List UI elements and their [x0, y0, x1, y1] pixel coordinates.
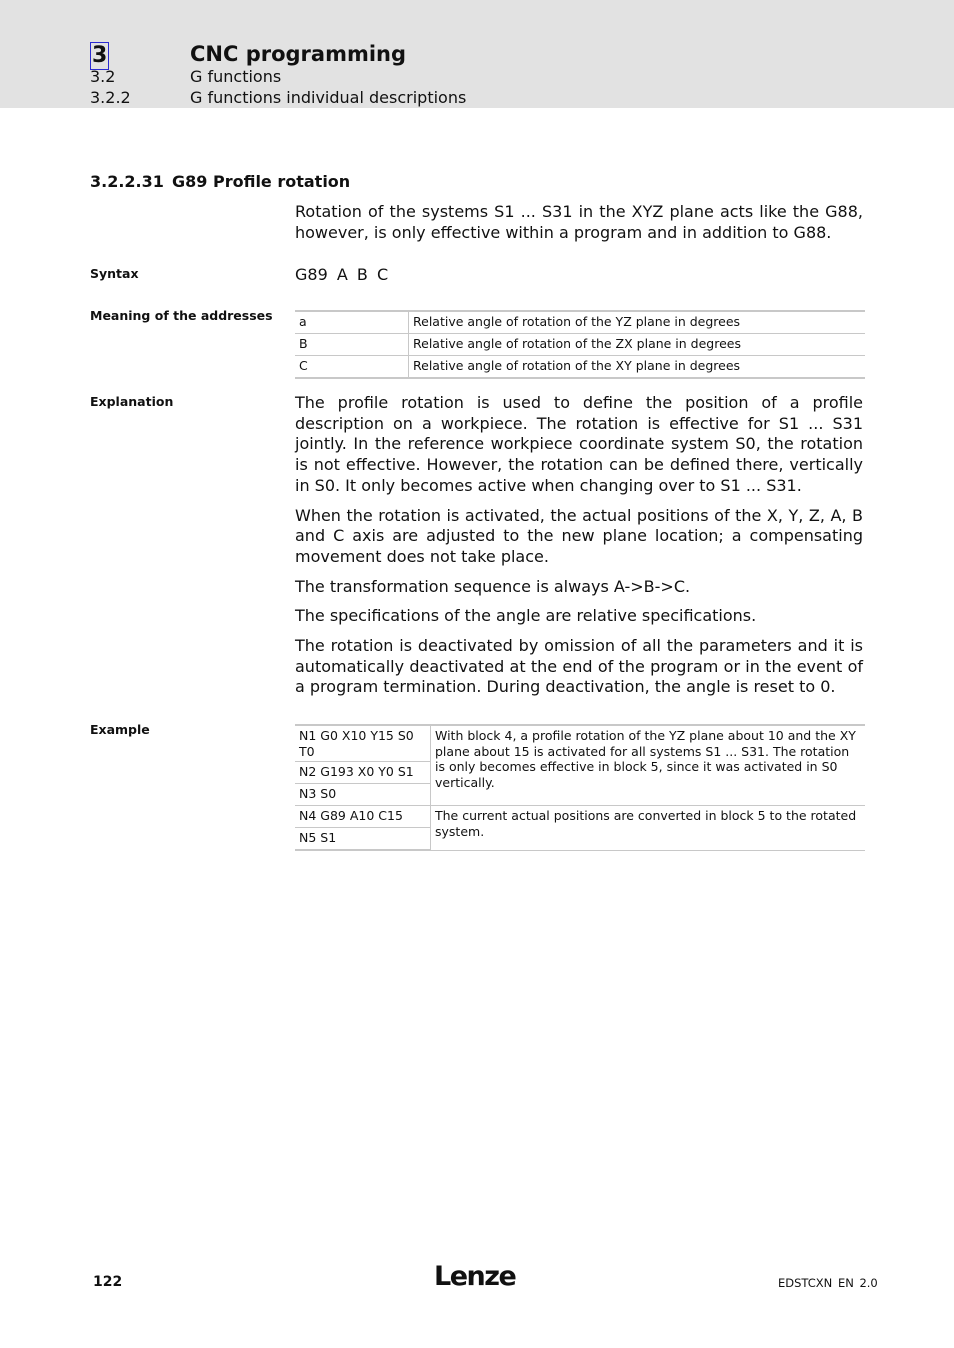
example-label: Example	[90, 722, 150, 737]
subchapter-number: 3.2	[90, 67, 116, 86]
explanation-paragraph: The profile rotation is used to define the position of a profile description on a workpiece. The rotation is effective for S1 ... S31 jointly. In the reference workpiece coordinate system S0, the rotation is not effective. However, the rotation can be defined there, vertically in S0. It only becomes active when changing over to S1 ... S31.	[295, 393, 863, 495]
address-description: Relative angle of rotation of the XY plane in degrees	[409, 356, 866, 379]
section-title: G89 Profile rotation	[172, 172, 351, 191]
subsection-number: 3.2.2	[90, 88, 131, 107]
example-block: N5 S1	[295, 828, 431, 851]
table-row	[295, 806, 865, 828]
intro-text	[295, 202, 863, 252]
example-block: N2 G193 X0 Y0 S1	[295, 762, 431, 784]
address-key: a	[295, 311, 409, 334]
meaning-label: Meaning of the addresses	[90, 308, 273, 323]
section-heading	[90, 172, 350, 192]
explanation-paragraph: When the rotation is activated, the actual positions of the X, Y, Z, A, B and C axis are adjusted to the new plane location; a compensating movement does not take place.	[295, 505, 863, 566]
table-row	[295, 725, 865, 762]
brand-logo: Lenze	[434, 1261, 516, 1292]
example-comment: With block 4, a profile rotation of the YZ plane about 10 and the XY plane about 15 is activated for all systems S1 ... S31. The rotation is only becomes effective in block 5, since it was activated in S0 vertically.	[431, 725, 866, 806]
address-description: Relative angle of rotation of the ZX plane in degrees	[409, 334, 866, 356]
table-row	[295, 311, 865, 334]
syntax-text: G89 A B C	[295, 265, 389, 284]
example-block: N4 G89 A10 C15	[295, 806, 431, 828]
address-key: C	[295, 356, 409, 379]
explanation-label: Explanation	[90, 394, 174, 409]
table-row	[295, 356, 865, 379]
address-key: B	[295, 334, 409, 356]
page-number: 122	[93, 1274, 123, 1290]
chapter-number-link[interactable]: 3	[92, 43, 108, 68]
table-row	[295, 334, 865, 356]
address-description: Relative angle of rotation of the YZ plane in degrees	[409, 311, 866, 334]
header-band	[0, 0, 954, 108]
chapter-title: CNC programming	[190, 42, 407, 66]
addresses-table	[295, 310, 865, 379]
example-block: N3 S0	[295, 784, 431, 806]
example-comment: The current actual positions are converted in block 5 to the rotated system.	[431, 806, 866, 851]
example-table	[295, 724, 865, 851]
explanation-paragraph: The specifications of the angle are relative specifications.	[295, 606, 757, 626]
section-number: 3.2.2.31	[90, 172, 164, 191]
subchapter-title: G functions	[190, 67, 282, 86]
explanation-paragraph: The transformation sequence is always A->B->C.	[295, 576, 691, 596]
intro-paragraph: Rotation of the systems S1 ... S31 in the XYZ plane acts like the G88, however, is only effective within a program and in addition to G88.	[295, 202, 863, 242]
explanation-paragraph: The rotation is deactivated by omission of all the parameters and it is automatically deactivated at the end of the program or in the event of a program termination. During deactivation, the angle is reset to 0.	[295, 636, 863, 697]
syntax-label: Syntax	[90, 266, 139, 281]
document-code: EDSTCXN EN 2.0	[778, 1276, 878, 1290]
subsection-title: G functions individual descriptions	[190, 88, 467, 107]
example-block: N1 G0 X10 Y15 S0 T0	[295, 725, 431, 762]
explanation-text	[295, 393, 863, 707]
